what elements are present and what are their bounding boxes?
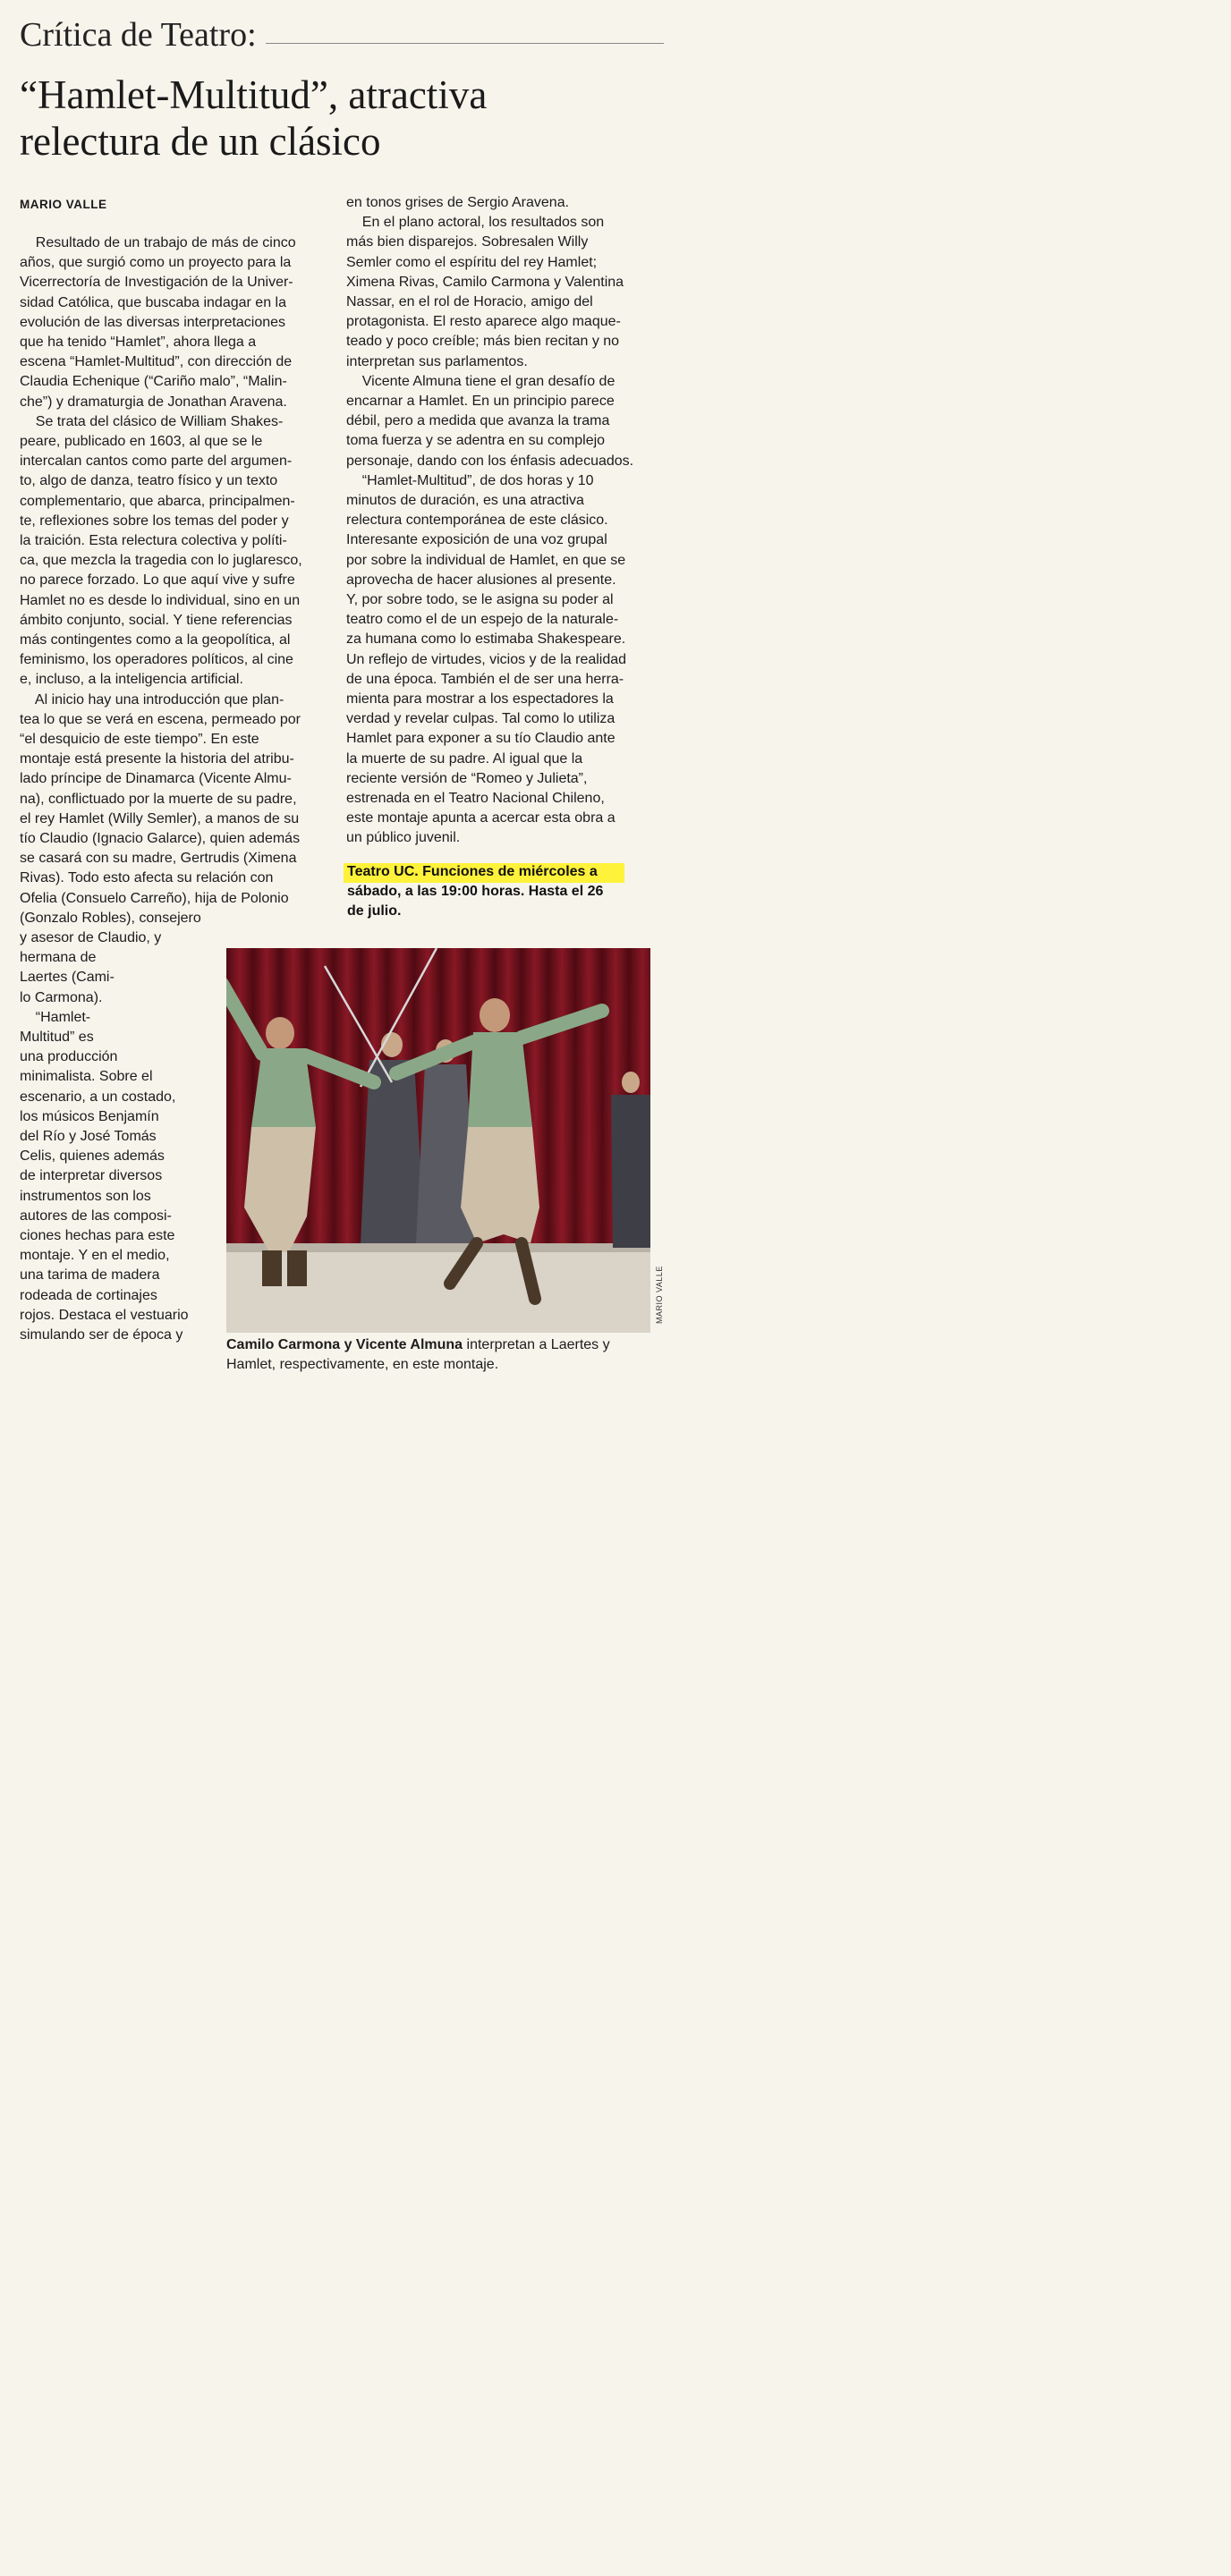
article-line: Al inicio hay una introducción que plan- [20, 691, 284, 708]
photo-caption [226, 1335, 660, 1375]
info-line: Teatro UC. Funciones de miércoles a [347, 864, 598, 879]
article-line: Multitud” es [20, 1030, 94, 1045]
article-line: na), conflictuado por la muerte de su padre, [20, 791, 297, 807]
article-line: que ha tenido “Hamlet”, ahora llega a [20, 335, 257, 350]
article-line: protagonista. El resto aparece algo maque- [346, 314, 621, 330]
article-line: En el plano actoral, los resultados son [346, 215, 605, 231]
article-line: no parece forzado. Lo que aquí vive y sufre [20, 572, 295, 589]
article-line: Un reflejo de virtudes, vicios y de la realidad [346, 651, 627, 667]
article-line: tea lo que se verá en escena, permeado por [20, 711, 301, 727]
article-line: Resultado de un trabajo de más de cinco [20, 235, 296, 250]
article-line: ca, que mezcla la tragedia con lo juglaresco, [20, 553, 302, 569]
article-line: en tonos grises de Sergio Aravena. [346, 195, 570, 210]
article-line: Y, por sobre todo, se le asigna su poder al [346, 592, 614, 607]
article-line: una tarima de madera [20, 1267, 160, 1284]
article-line: peare, publicado en 1603, al que se le [20, 434, 263, 449]
article-line: este montaje apunta a acercar esta obra a [346, 810, 616, 826]
article-line: intercalan cantos como parte del argumen- [20, 453, 293, 470]
article-line: teado y poco creíble; más bien recitan y no [346, 334, 620, 350]
headline-line: “Hamlet-Multitud”, atractiva [20, 72, 488, 117]
article-line: “Hamlet- [20, 1009, 91, 1025]
caption-names: Camilo Carmona y Vicente Almuna [226, 1337, 463, 1352]
article-line: el rey Hamlet (Willy Semler), a manos de su [20, 810, 300, 826]
article-line: más contingentes como a la geopolítica, al [20, 632, 291, 648]
article-line: interpretan sus parlamentos. [346, 353, 528, 369]
article-line: la muerte de su padre. Al igual que la [346, 750, 583, 767]
article-line: hermana de [20, 950, 97, 966]
photo-credit: MARIO VALLE [655, 1266, 664, 1324]
article-line: montaje está presente la historia del atribu- [20, 751, 294, 767]
article-line: por sobre la individual de Hamlet, en que se [346, 552, 626, 568]
info-line: sábado, a las 19:00 horas. Hasta el 26 [347, 884, 604, 899]
article-line: Vicente Almuna tiene el gran desafío de [346, 373, 616, 389]
article-line: Se trata del clásico de William Shakes- [20, 413, 284, 429]
article-line: relectura contemporánea de este clásico. [346, 513, 608, 529]
article-line: débil, pero a medida que avanza la trama [346, 413, 610, 429]
article-line: los músicos Benjamín [20, 1108, 159, 1124]
article-line: personaje, dando con los énfasis adecuados. [346, 453, 634, 469]
stage-photo [226, 948, 650, 1333]
article-line: evolución de las diversas interpretaciones [20, 314, 286, 330]
article-line: una producción [20, 1049, 118, 1065]
article-line: del Río y José Tomás [20, 1129, 157, 1144]
article-line: escena “Hamlet-Multitud”, con dirección de [20, 354, 293, 370]
article-line: tío Claudio (Ignacio Galarce), quien además [20, 831, 301, 846]
article-line: lado príncipe de Dinamarca (Vicente Almu- [20, 771, 292, 787]
article-line: más bien disparejos. Sobresalen Willy [346, 234, 589, 250]
article-line: (Gonzalo Robles), consejero [20, 910, 201, 926]
article-line: minutos de duración, es una atractiva [346, 493, 584, 508]
article-line: instrumentos son los [20, 1188, 151, 1204]
article-line: escenario, a un costado, [20, 1089, 176, 1105]
article-line: Ofelia (Consuelo Carreño), hija de Polonio [20, 890, 289, 906]
article-line: encarnar a Hamlet. En un principio parece [346, 394, 615, 409]
article-line: autores de las composi- [20, 1208, 172, 1224]
article-line: e, incluso, a la inteligencia artificial. [20, 672, 243, 688]
article-line: Laertes (Cami- [20, 970, 115, 986]
info-line: de julio. [347, 903, 402, 919]
article-line: minimalista. Sobre el [20, 1069, 153, 1085]
article-line: años, que surgió como un proyecto para la [20, 255, 292, 271]
article-line: verdad y revelar culpas. Tal como lo utiliza [346, 711, 616, 727]
article-line: de interpretar diversos [20, 1168, 163, 1184]
info-box [344, 862, 628, 923]
article-line: rojos. Destaca el vestuario [20, 1307, 189, 1323]
article-line: “el desquicio de este tiempo”. En este [20, 732, 259, 747]
article-line: de una época. También el de ser una herra- [346, 671, 624, 687]
article-line: montaje. Y en el medio, [20, 1248, 170, 1264]
article-line: Celis, quienes además [20, 1148, 165, 1165]
stage-photo-illustration [226, 948, 650, 1333]
article-line: toma fuerza y se adentra en su complejo [346, 433, 606, 449]
article-line: feminismo, los operadores políticos, al cine [20, 652, 293, 668]
kicker-text: Crítica de Teatro: [20, 16, 257, 54]
article-line: Nassar, en el rol de Horacio, amigo del [346, 294, 593, 309]
article-line: rodeada de cortinajes [20, 1287, 157, 1303]
article-line: ámbito conjunto, social. Y tiene referencias [20, 612, 293, 628]
article-line: che”) y dramaturgia de Jonathan Aravena. [20, 394, 287, 410]
article-line: mienta para mostrar a los espectadores la [346, 691, 614, 707]
article-line: Semler como el espíritu del rey Hamlet; [346, 254, 598, 270]
article-line: reciente versión de “Romeo y Julieta”, [346, 770, 588, 786]
article-line: teatro como el de un espejo de la naturale- [346, 612, 619, 628]
article-line: “Hamlet-Multitud”, de dos horas y 10 [346, 472, 594, 488]
headline-line: relectura de un clásico [20, 119, 381, 164]
byline: MARIO VALLE [20, 198, 107, 211]
article-line: y asesor de Claudio, y [20, 930, 162, 945]
article-line: sidad Católica, que buscaba indagar en la [20, 294, 286, 310]
article-line: Ximena Rivas, Camilo Carmona y Valentina [346, 274, 624, 290]
caption-text: interpretan a Laertes y Hamlet, respectivamente, en este montaje. [226, 1337, 610, 1372]
article-line: Interesante exposición de una voz grupal [346, 532, 607, 548]
article-line: estrenada en el Teatro Nacional Chileno, [346, 791, 605, 806]
article-line: te, reflexiones sobre los temas del poder y [20, 513, 289, 529]
article-line: Hamlet para exponer a su tío Claudio ante [346, 731, 616, 747]
article-line: la traición. Esta relectura colectiva y políti- [20, 533, 287, 548]
article-line: ciones hechas para este [20, 1228, 175, 1243]
article-line: Claudia Echenique (“Cariño malo”, “Malin- [20, 374, 287, 390]
article-line: Rivas). Todo esto afecta su relación con [20, 870, 274, 886]
article-line: to, algo de danza, teatro físico y un texto [20, 473, 278, 489]
article-line: complementario, que abarca, principalmen- [20, 493, 295, 509]
article-line: aprovecha de hacer alusiones al presente. [346, 572, 616, 588]
article-line: lo Carmona). [20, 989, 103, 1005]
article-line: za humana como lo estimaba Shakespeare. [346, 631, 626, 648]
article-line: un público juvenil. [346, 830, 461, 846]
article-line: Vicerrectoría de Investigación de la Univer- [20, 275, 293, 291]
article-line: Hamlet no es desde lo individual, sino en un [20, 592, 301, 608]
article-line: simulando ser de época y [20, 1327, 183, 1343]
article-line: se casará con su madre, Gertrudis (Ximena [20, 851, 297, 867]
